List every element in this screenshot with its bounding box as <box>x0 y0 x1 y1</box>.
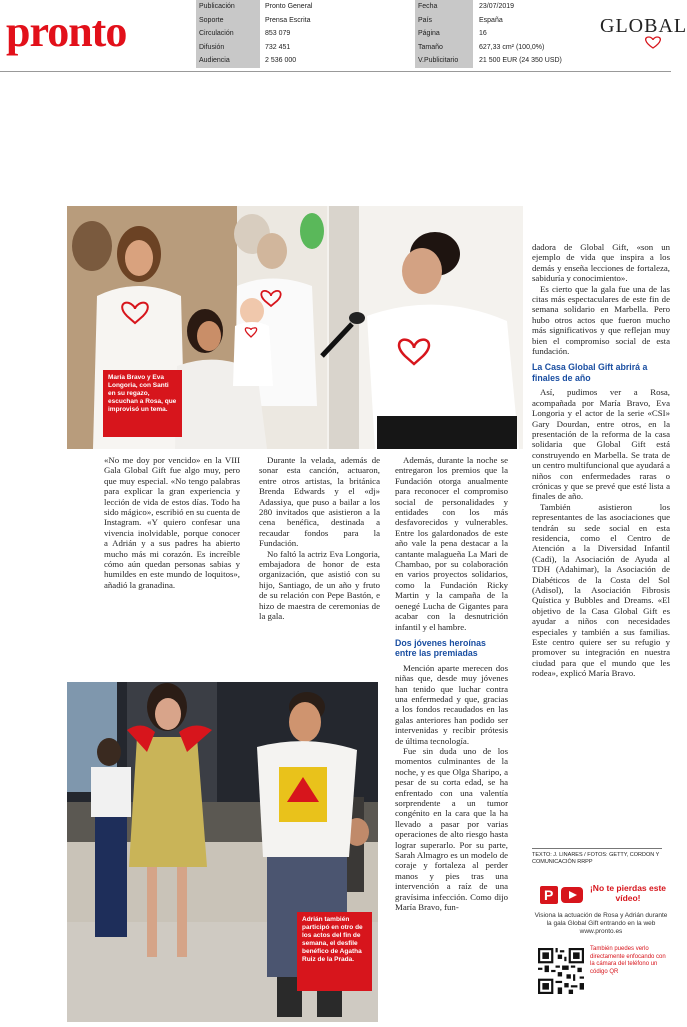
gift-heart-icon <box>640 36 666 50</box>
metadata-row <box>196 54 312 68</box>
article-paragraph: También asistieron los representantes de las asociaciones que tendrán su sede social en esta residencia, como el Centro de Atención a la Diversidad Infantil (Cadi), la Asociación de Ayuda al TDH (Adahimar), la Asociación de Diabéticos de la Costa del Sol (Adisol), la Asociación Fibrosis Quística y Bubbles and Dreams. «El objetivo de la Casa Global Gift es ayudar a niños con necesidades especiales y también a sus familias. Este centro quiere ser su refugio y promover su integración en nuestra ciudad para que el mundo que les rodea», explicó María Bravo. <box>532 501 670 679</box>
promo-text[interactable]: Visiona la actuación de Rosa y Adrián durante la gala Global Gift entrando en la web www.pronto.es <box>534 912 668 935</box>
article-paragraph: Mención aparte merecen dos niñas que, desde muy jóvenes han tenido que luchar contra una enfermedad y que, gracias a los fondos recaudados en las galas anteriores han podido ser intervenidas y recibir prótesis de última tecnología. <box>395 662 508 746</box>
metadata-label: Página <box>415 27 473 41</box>
article-paragraph: Durante la velada, además de sonar esta canción, actuaron, entre otros artistas, la británica Brenda Edwards y el «dj» Adassiya, que puso a bailar a los 280 invitados que asistieron a la cena benéfica, destinada a recaudar fondos para la Fundación. <box>259 455 380 549</box>
metadata-label: Publicación <box>196 0 260 14</box>
photo-gala-performance <box>67 206 523 449</box>
metadata-label: Circulación <box>196 27 260 41</box>
metadata-label: Difusión <box>196 41 260 55</box>
article-paragraph: Fue sin duda uno de los momentos culminantes de la noche, y es que Olga Sharipo, a pesar de su corta edad, se ha enfrentado con una valentía sorprendente a un tumor congénito en la cara que la ha llevado a pasar por varias operaciones de alto riesgo hasta lograr superarlo. Por su parte, Sarah Almagro es un modelo de coraje y fortaleza al perder manos y pies tras una intervención a raíz de una gravísima infección. Como dijo María Bravo, fun- <box>395 745 508 913</box>
metadata-right <box>415 0 562 68</box>
metadata-label: Soporte <box>196 14 260 28</box>
metadata-left <box>196 0 312 68</box>
photo-fashion-show <box>67 682 378 1022</box>
metadata-row <box>196 27 312 41</box>
article-column-1 <box>104 455 240 590</box>
metadata-row <box>415 41 562 55</box>
metadata-value: 627,33 cm² (100,0%) <box>479 43 545 51</box>
article-paragraph: Además, durante la noche se entregaron los premios que la Fundación otorga anualmente para reconocer el compromiso social de personalidades y entidades con los más desfavorecidos y vulnerables. Entre los galardonados de este año vale la pena destacar a la cantante malagueña La Mari de Chambao, por su colaboración en varios proyectos solidarios, como la Fundación Ricky Martin y la campaña de la oenegé Lucha de Gigantes para acabar con la desnutrición infantil y el hambre. <box>395 455 508 632</box>
svg-text:P: P <box>544 887 554 903</box>
article-subheading: Dos jóvenes heroínas entre las premiadas <box>395 637 486 659</box>
metadata-value: 2 536 000 <box>265 57 297 65</box>
article-paragraph: Así, pudimos ver a Rosa, acompañada por María Bravo, Eva Longoria y el actor de la serie «CSI» Gary Dourdan, entre otros, en la presentación de la reforma de la casa solidaria que Global Gift está construyendo en Marbella. Se trata de un centro multifuncional que ayudará a niños con enfermedades raras o crónicas y que se prevé que esté lista a finales de año. <box>532 387 671 502</box>
photo-caption: María Bravo y Eva Longoria, con Santi en su regazo, escuchan a Rosa, que improvisó un tema. <box>103 370 182 437</box>
metadata-value: 23/07/2019 <box>479 3 515 10</box>
video-promo <box>532 880 670 1020</box>
article-subheading: La Casa Global Gift abrirá a finales de año <box>532 362 648 383</box>
metadata-label: País <box>415 14 473 28</box>
metadata-value: 853 079 <box>265 30 291 38</box>
metadata-value: Pronto General <box>265 3 313 10</box>
promo-title: ¡No te pierdas este vídeo! <box>589 883 667 903</box>
photo-credit: TEXTO: J. LINARES / FOTOS: GETTY, CORDON Y COMUNICACIÓN RRPP <box>532 848 662 866</box>
article-column-4 <box>532 242 670 679</box>
publication-logo: pronto <box>6 7 127 56</box>
article-column-3 <box>395 455 508 912</box>
metadata-value: Prensa Escrita <box>265 16 311 24</box>
pronto-play-icon <box>540 886 584 904</box>
metadata-value: 732 451 <box>265 43 291 51</box>
global-gift-logo: GLOBAL <box>600 15 687 37</box>
metadata-row <box>415 14 562 28</box>
article-paragraph: No faltó la actriz Eva Longoria, embajadora de honor de esta organización, que asistió con su hijo, Santiago, de un año y fruto de su relación con Pepe Bastón, e hizo de maestra de ceremonias de la gala. <box>259 548 380 622</box>
metadata-label: Audiencia <box>196 54 260 68</box>
metadata-row <box>415 54 562 68</box>
metadata-label: Tamaño <box>415 41 473 55</box>
metadata-label: Fecha <box>415 0 473 14</box>
metadata-label: V.Publicitario <box>415 54 473 68</box>
metadata-row <box>415 0 562 14</box>
qr-instructions: También puedes verlo directamente enfocando con la cámara del teléfono un código QR <box>590 946 666 975</box>
qr-code-icon[interactable] <box>538 948 584 994</box>
article-paragraph: «No me doy por vencido» en la VIII Gala Global Gift fue algo muy, pero que muy especial. «No tengo palabras para explicar la gran experiencia y lección de vida de estos días. Todo ha sido mágico», escribió en su cuenta de Instagram. «Y quiero confesar una vivencia inolvidable, porque conocer a Adrián y a sus padres ha abierto mucho más mi corazón. Es increíble cómo aún quedan personas sabias y humildes en este mundo de loquitos», añadió la granadina. <box>104 455 240 590</box>
metadata-value: 21 500 EUR (24 350 USD) <box>479 57 562 65</box>
clipping-header <box>0 0 687 72</box>
metadata-row <box>196 0 312 14</box>
metadata-value: 16 <box>479 30 487 38</box>
metadata-value: España <box>479 16 503 24</box>
metadata-row <box>196 41 312 55</box>
article-paragraph: Es cierto que la gala fue una de las citas más espectaculares de este fin de semana solidario en Marbella. Pero hubo otros actos que fueron mucho más significativos y que reflejan muy bien el compromiso social de esta fundación. <box>532 283 670 357</box>
metadata-row <box>415 27 562 41</box>
metadata-row <box>196 14 312 28</box>
photo-caption: Adrián también participó en otro de los actos del fin de semana, el desfile benéfico de Agatha Ruiz de la Prada. <box>297 912 372 991</box>
article-paragraph: dadora de Global Gift, «son un ejemplo de vida que inspira a los demás y enseña lecciones de fortaleza, sabiduría y conocimiento». <box>532 242 670 284</box>
article-column-2 <box>259 455 380 622</box>
